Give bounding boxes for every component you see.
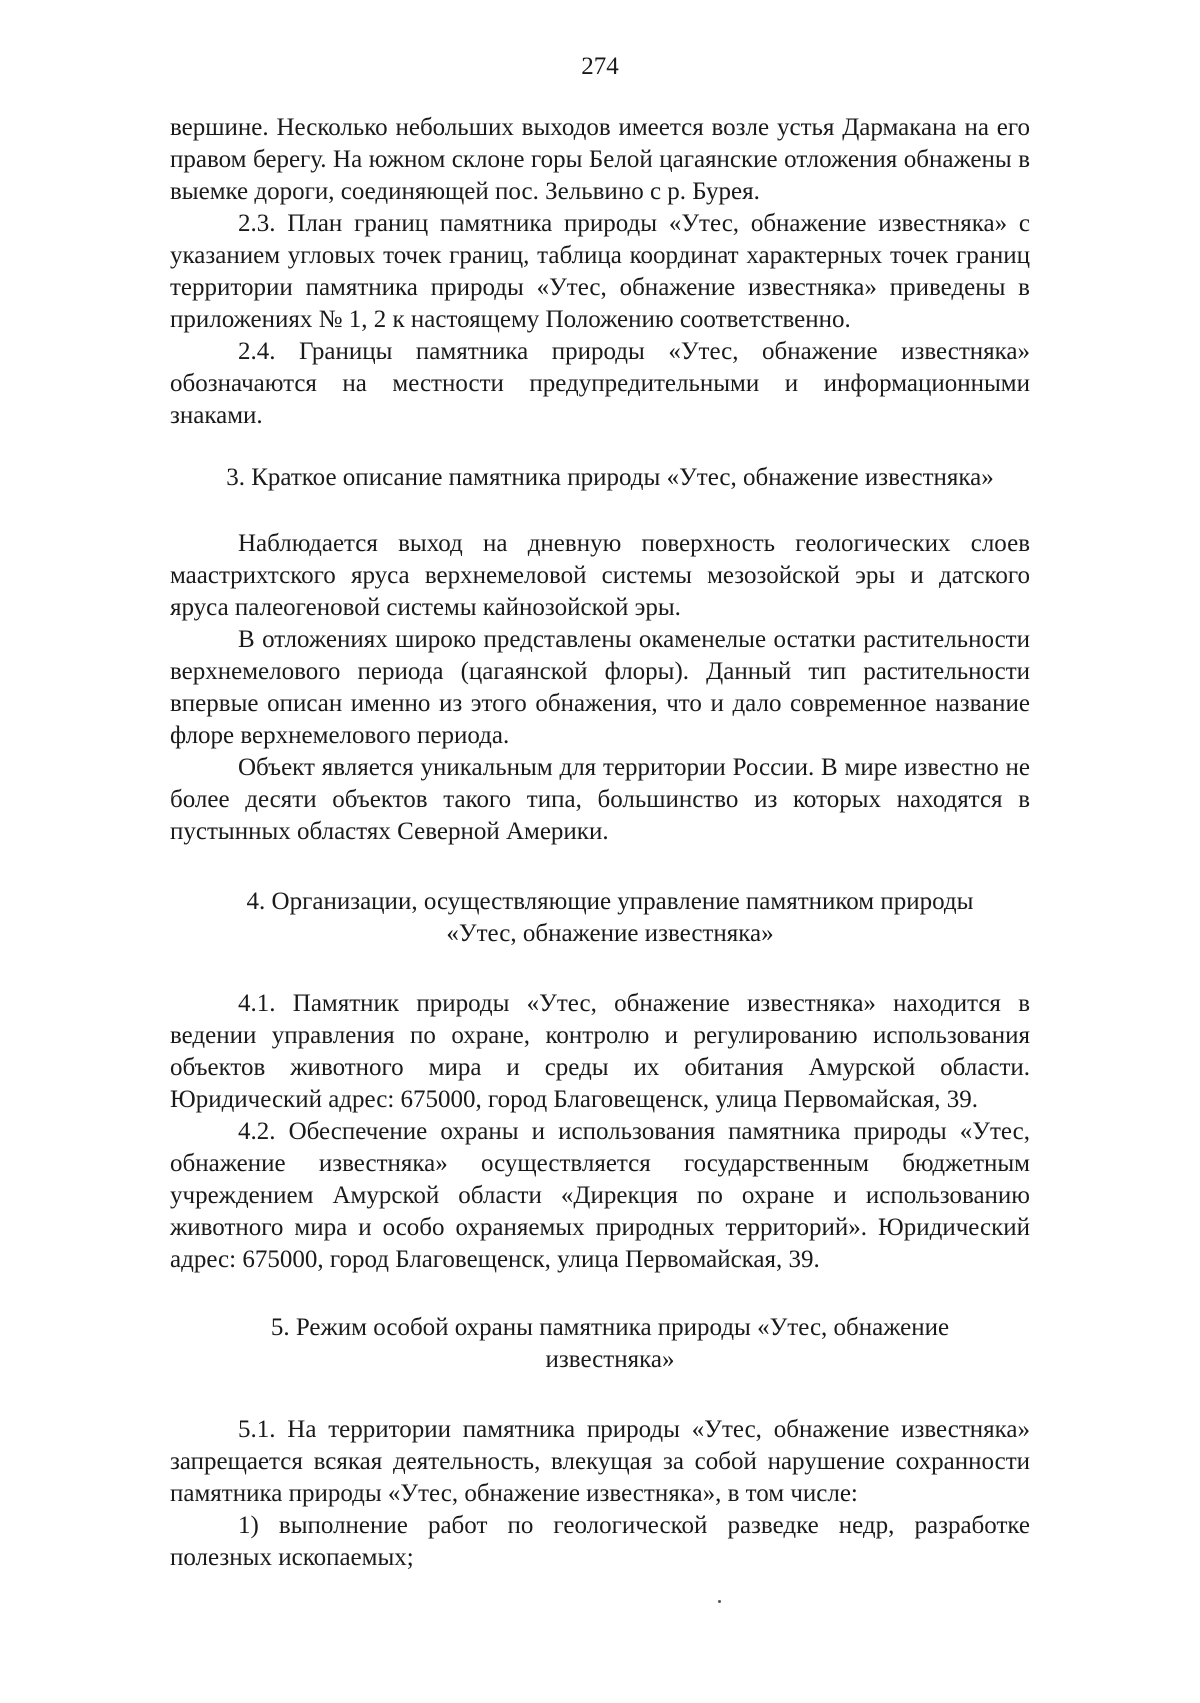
section-3-paragraph: В отложениях широко представлены окаменелые остатки растительности верхнемелового периода (цагаянской флоры). Данный тип растительности впервые описан именно из этого обнажения, что и дало современное название флоре верхнемелового периода.	[170, 626, 1030, 749]
document-body	[170, 112, 1030, 1574]
paragraph-5-1: 5.1. На территории памятника природы «Утес, обнажение известняка» запрещается всякая деятельность, влекущая за собой нарушение сохранности памятника природы «Утес, обнажение известняка», в том числе:	[170, 1416, 1030, 1507]
section-3-heading: 3. Краткое описание памятника природы «Утес, обнажение известняка»	[226, 464, 994, 491]
section-5-heading	[170, 1312, 1030, 1376]
paragraph-2-3: 2.3. План границ памятника природы «Утес, обнажение известняка» с указанием угловых точек границ, таблица координат характерных точек границ территории памятника природы «Утес, обнажение известняка» приведены в приложениях № 1, 2 к настоящему Положению соответственно.	[170, 210, 1030, 333]
section-3-paragraph: Объект является уникальным для территории России. В мире известно не более десяти объектов такого типа, большинство из которых находятся в пустынных областях Северной Америки.	[170, 754, 1030, 845]
page-number: 274	[581, 53, 619, 80]
section-4-heading-line2: «Утес, обнажение известняка»	[446, 920, 774, 947]
list-item-1: 1) выполнение работ по геологической разведке недр, разработке полезных ископаемых;	[170, 1512, 1030, 1571]
scan-speck	[718, 1600, 721, 1603]
paragraph-4-1: 4.1. Памятник природы «Утес, обнажение известняка» находится в ведении управления по охране, контролю и регулированию использования объектов животного мира и среды их обитания Амурской области. Юридический адрес: 675000, город Благовещенск, улица Первомайская, 39.	[170, 990, 1030, 1113]
section-4-heading-line1: 4. Организации, осуществляющие управление памятником природы	[246, 888, 974, 915]
paragraph-continuation: вершине. Несколько небольших выходов имеется возле устья Дармакана на его правом берегу. На южном склоне горы Белой цагаянские отложения обнажены в выемке дороги, соединяющей пос. Зельвино с р. Бурея.	[170, 114, 1030, 205]
paragraph-4-2: 4.2. Обеспечение охраны и использования памятника природы «Утес, обнажение известняка» осуществляется государственным бюджетным учреждением Амурской области «Дирекция по охране и использованию животного мира и особо охраняемых природных территорий». Юридический адрес: 675000, город Благовещенск, улица Первомайская, 39.	[170, 1118, 1030, 1273]
section-4-heading	[170, 886, 1030, 950]
section-5-heading-line1: 5. Режим особой охраны памятника природы «Утес, обнажение	[270, 1314, 950, 1341]
paragraph-2-4: 2.4. Границы памятника природы «Утес, обнажение известняка» обозначаются на местности предупредительными и информационными знаками.	[170, 338, 1030, 429]
section-5-heading-line2: известняка»	[545, 1346, 675, 1373]
section-3-paragraph: Наблюдается выход на дневную поверхность геологических слоев маастрихтского яруса верхнемеловой системы мезозойской эры и датского яруса палеогеновой системы кайнозойской эры.	[170, 530, 1030, 621]
